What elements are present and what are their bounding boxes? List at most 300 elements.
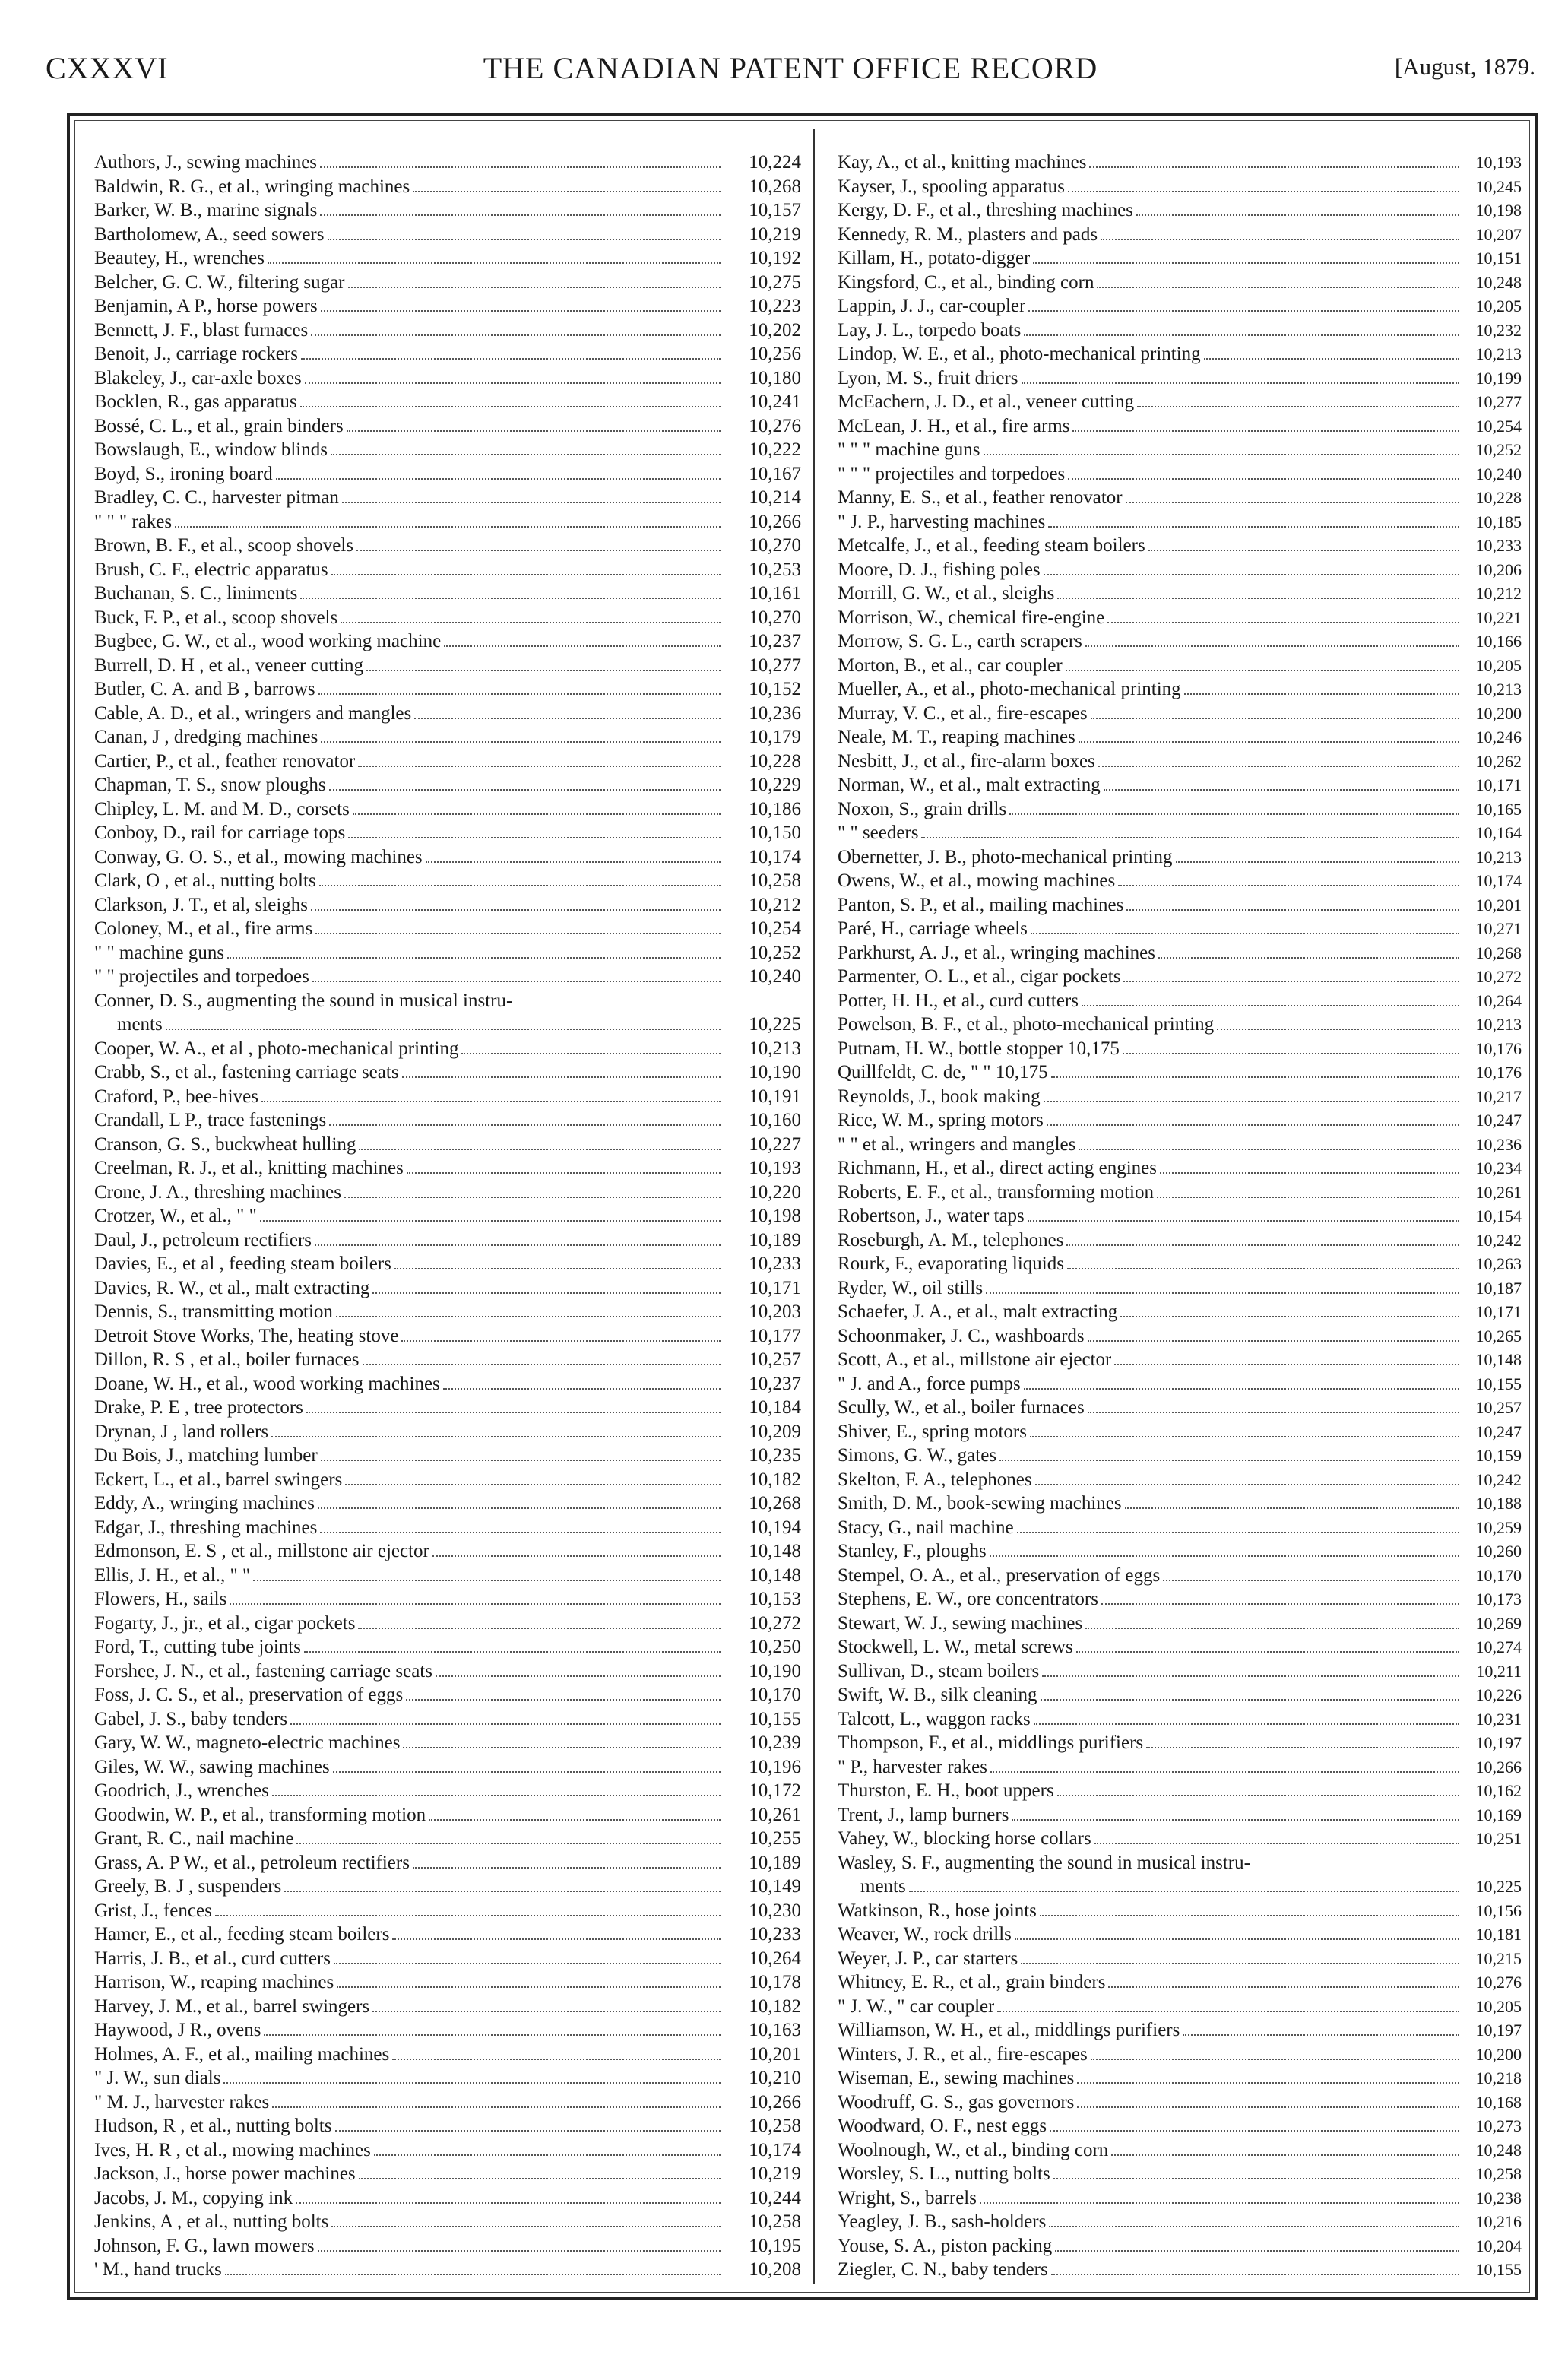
entry-name: Greely, B. J , suspenders bbox=[94, 1876, 282, 1897]
patent-number: 10,159 bbox=[1475, 1446, 1522, 1465]
index-entry bbox=[838, 1276, 1522, 1301]
index-entry bbox=[94, 1204, 801, 1228]
patent-number: 10,197 bbox=[1475, 2021, 1522, 2040]
entry-name: Owens, W., et al., mowing machines bbox=[838, 870, 1116, 891]
entry-name: Ford, T., cutting tube joints bbox=[94, 1637, 301, 1657]
entry-name: Lindop, W. E., et al., photo-mechanical printing bbox=[838, 344, 1201, 364]
dot-leader bbox=[1068, 478, 1459, 480]
entry-name: Reynolds, J., book making bbox=[838, 1086, 1041, 1107]
left-column bbox=[94, 151, 801, 2280]
dot-leader bbox=[304, 1651, 721, 1653]
entry-name: " " " machine guns bbox=[838, 439, 980, 460]
entry-name: Richmann, H., et al., direct acting engines bbox=[838, 1158, 1158, 1178]
patent-number: 10,211 bbox=[1476, 1661, 1522, 1681]
entry-name: " " " projectiles and torpedoes bbox=[838, 463, 1066, 484]
patent-number: 10,241 bbox=[749, 391, 801, 412]
dot-leader bbox=[1072, 430, 1459, 432]
dot-leader bbox=[301, 358, 721, 360]
entry-name: Johnson, F. G., lawn mowers bbox=[94, 2235, 315, 2256]
entry-name: Baldwin, R. G., et al., wringing machines bbox=[94, 176, 410, 197]
index-entry bbox=[838, 677, 1522, 702]
patent-number: 10,179 bbox=[749, 727, 801, 747]
index-entry bbox=[94, 1181, 801, 1205]
patent-number: 10,190 bbox=[749, 1660, 801, 1682]
entry-name: Schaefer, J. A., et al., malt extracting bbox=[838, 1301, 1118, 1322]
index-entry bbox=[94, 917, 801, 941]
index-entry bbox=[94, 2090, 801, 2115]
dot-leader bbox=[318, 693, 721, 695]
index-entry bbox=[838, 1444, 1522, 1468]
entry-name: Weaver, W., rock drills bbox=[838, 1924, 1012, 1945]
dot-leader bbox=[1184, 693, 1459, 695]
index-entry bbox=[94, 989, 801, 1013]
index-entry bbox=[838, 1013, 1522, 1037]
dot-leader bbox=[306, 1412, 721, 1413]
entry-name: Crandall, L P., trace fastenings bbox=[94, 1110, 327, 1130]
index-entry bbox=[838, 1995, 1522, 2019]
index-entry bbox=[838, 1612, 1522, 1636]
entry-name: Woodward, O. F., nest eggs bbox=[838, 2116, 1047, 2136]
index-entry bbox=[838, 2186, 1522, 2211]
patent-number: 10,239 bbox=[749, 1732, 801, 1753]
index-entry bbox=[94, 773, 801, 797]
patent-number: 10,252 bbox=[749, 942, 801, 963]
patent-number: 10,222 bbox=[749, 439, 801, 460]
entry-name: Wright, S., barrels bbox=[838, 2187, 977, 2208]
patent-number: 10,270 bbox=[749, 607, 801, 628]
index-entry bbox=[838, 223, 1522, 247]
entry-name: Cable, A. D., et al., wringers and mangles bbox=[94, 702, 412, 724]
dot-leader bbox=[1041, 1699, 1460, 1701]
dot-leader bbox=[331, 2226, 721, 2227]
dot-leader bbox=[1091, 2059, 1459, 2060]
entry-name: Hamer, E., et al., feeding steam boilers bbox=[94, 1924, 390, 1945]
patent-number: 10,171 bbox=[1475, 1302, 1522, 1321]
patent-number: 10,200 bbox=[1475, 2044, 1522, 2064]
dot-leader bbox=[1091, 718, 1459, 719]
entry-name: Rourk, F., evaporating liquids bbox=[838, 1254, 1064, 1274]
dot-leader bbox=[1079, 741, 1459, 743]
patent-number: 10,198 bbox=[1475, 201, 1522, 220]
index-entry bbox=[94, 702, 801, 726]
patent-number: 10,181 bbox=[1475, 1925, 1522, 1944]
entry-name: Rice, W. M., spring motors bbox=[838, 1110, 1044, 1130]
patent-number: 10,277 bbox=[749, 655, 801, 676]
dot-leader bbox=[403, 1747, 721, 1748]
index-entry bbox=[838, 2162, 1522, 2186]
patent-number: 10,242 bbox=[1475, 1230, 1522, 1250]
patent-number: 10,271 bbox=[1475, 919, 1522, 938]
dot-leader bbox=[1136, 214, 1459, 216]
dot-leader bbox=[264, 2034, 721, 2036]
patent-number: 10,201 bbox=[749, 2043, 801, 2065]
dot-leader bbox=[284, 1891, 721, 1892]
entry-name: Watkinson, R., hose joints bbox=[838, 1900, 1037, 1921]
entry-name: Creelman, R. J., et al., knitting machines bbox=[94, 1158, 404, 1178]
index-entry bbox=[94, 438, 801, 462]
patent-number: 10,150 bbox=[749, 823, 801, 843]
patent-number: 10,156 bbox=[1475, 1900, 1522, 1920]
entry-name: " J. W., sun dials bbox=[94, 2068, 221, 2088]
patent-number: 10,210 bbox=[749, 2068, 801, 2088]
patent-number: 10,232 bbox=[1475, 320, 1522, 340]
dot-leader bbox=[331, 454, 721, 455]
dot-leader bbox=[1126, 502, 1459, 503]
entry-name: Bennett, J. F., blast furnaces bbox=[94, 319, 309, 341]
entry-name: Bugbee, G. W., et al., wood working machine bbox=[94, 631, 442, 651]
index-entry bbox=[94, 486, 801, 510]
patent-number: 10,240 bbox=[749, 966, 801, 987]
entry-name: Winters, J. R., et al., fire-escapes bbox=[838, 2043, 1088, 2065]
index-entry bbox=[838, 2210, 1522, 2234]
patent-number: 10,273 bbox=[1475, 2116, 1522, 2135]
dot-leader bbox=[319, 885, 721, 886]
dot-leader bbox=[334, 1963, 721, 1964]
patent-number: 10,217 bbox=[1475, 1086, 1522, 1106]
entry-name: " J. W., " car coupler bbox=[838, 1995, 995, 2017]
page-header bbox=[46, 50, 1535, 96]
patent-number: 10,174 bbox=[749, 2139, 801, 2160]
column-divider bbox=[813, 129, 815, 2284]
dot-leader bbox=[1088, 1412, 1459, 1413]
patent-number: 10,261 bbox=[749, 1804, 801, 1825]
index-entry bbox=[94, 1420, 801, 1444]
entry-name: Flowers, H., sails bbox=[94, 1589, 227, 1609]
dot-leader bbox=[363, 1364, 721, 1365]
dot-leader bbox=[1077, 2106, 1459, 2108]
patent-number: 10,230 bbox=[749, 1900, 801, 1921]
dot-leader bbox=[909, 1891, 1459, 1892]
patent-number: 10,213 bbox=[1475, 1015, 1522, 1034]
patent-number: 10,225 bbox=[1475, 1877, 1522, 1896]
index-entry bbox=[838, 1827, 1522, 1851]
dot-leader bbox=[1107, 622, 1459, 623]
dot-leader bbox=[305, 382, 721, 384]
dot-leader bbox=[1088, 1340, 1459, 1342]
index-entry bbox=[838, 151, 1522, 175]
patent-number: 10,234 bbox=[1475, 1159, 1522, 1178]
dot-leader bbox=[1035, 1484, 1459, 1485]
dot-leader bbox=[444, 645, 721, 647]
dot-leader bbox=[1028, 310, 1459, 312]
dot-leader bbox=[1123, 981, 1459, 982]
dot-leader bbox=[333, 1771, 721, 1773]
index-entry bbox=[838, 1851, 1522, 1875]
dot-leader bbox=[223, 2082, 721, 2084]
patent-number: 10,266 bbox=[1475, 1757, 1522, 1777]
patent-number: 10,196 bbox=[749, 1756, 801, 1777]
entry-name: Dennis, S., transmitting motion bbox=[94, 1301, 333, 1322]
patent-number: 10,227 bbox=[749, 1133, 801, 1155]
dot-leader bbox=[1066, 670, 1459, 671]
patent-number: 10,276 bbox=[749, 415, 801, 436]
patent-number: 10,195 bbox=[749, 2235, 801, 2256]
patent-number: 10,251 bbox=[1475, 1829, 1522, 1848]
entry-name: Stanley, F., ploughs bbox=[838, 1541, 987, 1561]
index-entry bbox=[838, 1228, 1522, 1253]
index-entry bbox=[94, 1085, 801, 1109]
dot-leader bbox=[166, 1029, 721, 1030]
dot-leader bbox=[1101, 239, 1459, 240]
patent-number: 10,246 bbox=[1475, 727, 1522, 746]
patent-number: 10,247 bbox=[1475, 1422, 1522, 1441]
patent-number: 10,213 bbox=[749, 1038, 801, 1059]
dot-leader bbox=[1034, 1723, 1459, 1725]
entry-name: Hudson, R , et al., nutting bolts bbox=[94, 2116, 332, 2136]
entry-name: Morrill, G. W., et al., sleighs bbox=[838, 583, 1055, 604]
entry-name: Boyd, S., ironing board bbox=[94, 463, 273, 484]
index-entry bbox=[838, 1252, 1522, 1276]
dot-leader bbox=[1077, 2082, 1459, 2084]
dot-leader bbox=[359, 2178, 721, 2179]
entry-name: Sullivan, D., steam boilers bbox=[838, 1660, 1040, 1682]
index-entry bbox=[94, 390, 801, 414]
dot-leader bbox=[320, 214, 721, 216]
index-entry bbox=[838, 941, 1522, 965]
dot-leader bbox=[980, 2202, 1459, 2204]
entry-name: Parmenter, O. L., et al., cigar pockets bbox=[838, 966, 1121, 987]
dot-leader bbox=[1051, 1076, 1459, 1078]
dot-leader bbox=[1148, 550, 1459, 551]
index-entry bbox=[838, 1659, 1522, 1684]
dot-leader bbox=[315, 1244, 721, 1246]
index-entry bbox=[94, 534, 801, 558]
dot-leader bbox=[175, 526, 721, 528]
dot-leader bbox=[366, 670, 721, 671]
entry-name: " J. and A., force pumps bbox=[838, 1373, 1021, 1394]
patent-number: 10,240 bbox=[1475, 464, 1522, 483]
dot-leader bbox=[984, 454, 1459, 455]
entry-name: Bocklen, R., gas apparatus bbox=[94, 391, 297, 412]
index-entry bbox=[838, 1970, 1522, 1995]
patent-number: 10,174 bbox=[749, 846, 801, 867]
entry-name: Cooper, W. A., et al , photo-mechanical printing bbox=[94, 1038, 459, 1059]
index-entry bbox=[838, 534, 1522, 558]
entry-name: Thurston, E. H., boot uppers bbox=[838, 1780, 1054, 1801]
entry-name: Drake, P. E , tree protectors bbox=[94, 1397, 303, 1418]
dot-leader bbox=[318, 2250, 721, 2252]
patent-number: 10,176 bbox=[1475, 1063, 1522, 1082]
index-entry bbox=[94, 414, 801, 439]
index-entry bbox=[94, 1133, 801, 1157]
patent-number: 10,258 bbox=[749, 2211, 801, 2232]
dot-leader bbox=[272, 1795, 721, 1796]
patent-number: 10,184 bbox=[749, 1397, 801, 1418]
index-entry bbox=[838, 438, 1522, 462]
dot-leader bbox=[1067, 1268, 1459, 1269]
dot-leader bbox=[359, 1149, 721, 1150]
dot-leader bbox=[320, 166, 721, 168]
entry-name: Bossé, C. L., et al., grain binders bbox=[94, 415, 344, 436]
dot-leader bbox=[300, 598, 721, 599]
dot-leader bbox=[394, 1268, 721, 1269]
entry-name: Harrison, W., reaping machines bbox=[94, 1972, 334, 1992]
patent-number: 10,154 bbox=[1475, 1206, 1522, 1225]
patent-number: 10,157 bbox=[749, 200, 801, 220]
entry-name: Lay, J. L., torpedo boats bbox=[838, 319, 1022, 341]
index-entry bbox=[94, 2258, 801, 2282]
index-entry bbox=[94, 1491, 801, 1516]
index-entry bbox=[94, 175, 801, 199]
dot-leader bbox=[921, 837, 1459, 838]
entry-name: Yeagley, J. B., sash-holders bbox=[838, 2211, 1047, 2232]
dot-leader bbox=[1040, 1915, 1459, 1916]
patent-number: 10,162 bbox=[1475, 1781, 1522, 1800]
entry-name: Cartier, P., et al., feather renovator bbox=[94, 750, 356, 772]
index-entry bbox=[838, 1156, 1522, 1181]
patent-number: 10,245 bbox=[1475, 176, 1522, 196]
dot-leader bbox=[1125, 1507, 1459, 1509]
patent-number: 10,228 bbox=[749, 750, 801, 772]
patent-number: 10,170 bbox=[749, 1685, 801, 1705]
index-entry bbox=[94, 1947, 801, 1971]
index-entry bbox=[838, 1731, 1522, 1755]
dot-leader bbox=[1031, 933, 1459, 934]
dot-leader bbox=[290, 1723, 721, 1725]
dot-leader bbox=[1033, 262, 1459, 264]
index-entry bbox=[838, 869, 1522, 893]
entry-name: Dillon, R. S , et al., boiler furnaces bbox=[94, 1349, 360, 1370]
dot-leader bbox=[356, 550, 721, 551]
entry-name: Norman, W., et al., malt extracting bbox=[838, 775, 1101, 795]
patent-number: 10,148 bbox=[1475, 1350, 1522, 1369]
entry-name: " P., harvester rakes bbox=[838, 1756, 987, 1777]
patent-number: 10,160 bbox=[749, 1110, 801, 1130]
entry-name: Kay, A., et al., knitting machines bbox=[838, 152, 1087, 173]
patent-number: 10,205 bbox=[1475, 655, 1522, 675]
patent-number: 10,199 bbox=[1475, 368, 1522, 388]
patent-number: 10,202 bbox=[749, 319, 801, 341]
index-entry bbox=[94, 462, 801, 487]
entry-name: Kergy, D. F., et al., threshing machines bbox=[838, 200, 1133, 220]
dot-leader bbox=[1048, 526, 1459, 528]
index-entry bbox=[94, 893, 801, 918]
entry-name: Forshee, J. N., et al., fastening carriage seats bbox=[94, 1660, 432, 1682]
patent-number: 10,203 bbox=[749, 1301, 801, 1322]
entry-name: Kayser, J., spooling apparatus bbox=[838, 176, 1065, 197]
index-entry bbox=[838, 1468, 1522, 1492]
index-entry bbox=[94, 941, 801, 965]
index-entry bbox=[838, 1875, 1522, 1899]
index-entry bbox=[838, 1564, 1522, 1588]
dot-leader bbox=[1114, 1364, 1459, 1365]
patent-number: 10,165 bbox=[1475, 799, 1522, 819]
dot-leader bbox=[321, 741, 721, 743]
dot-leader bbox=[261, 1101, 721, 1102]
dot-leader bbox=[1111, 2154, 1459, 2156]
patent-number: 10,228 bbox=[1475, 488, 1522, 507]
entry-name: Eddy, A., wringing machines bbox=[94, 1493, 315, 1514]
patent-number: 10,266 bbox=[749, 2091, 801, 2113]
entry-name: Burrell, D. H , et al., veneer cutting bbox=[94, 655, 364, 676]
index-entry bbox=[94, 1970, 801, 1995]
index-entry bbox=[838, 2258, 1522, 2282]
index-entry bbox=[838, 462, 1522, 487]
patent-number: 10,221 bbox=[1475, 607, 1522, 627]
dot-leader bbox=[1101, 1603, 1459, 1605]
patent-number: 10,204 bbox=[1475, 2236, 1522, 2255]
dot-leader bbox=[321, 310, 721, 312]
index-entry bbox=[838, 2138, 1522, 2163]
dot-leader bbox=[1024, 1388, 1459, 1390]
patent-number: 10,236 bbox=[749, 702, 801, 724]
patent-number: 10,174 bbox=[1475, 871, 1522, 890]
dot-leader bbox=[331, 574, 721, 575]
index-entry bbox=[838, 821, 1522, 845]
entry-name: Fogarty, J., jr., et al., cigar pockets bbox=[94, 1612, 356, 1634]
patent-number: 10,242 bbox=[1475, 1469, 1522, 1489]
entry-name: Clark, O , et al., nutting bolts bbox=[94, 870, 316, 891]
patent-number: 10,182 bbox=[749, 1469, 801, 1490]
index-entry bbox=[838, 510, 1522, 534]
entry-name: Gary, W. W., magneto-electric machines bbox=[94, 1732, 401, 1753]
patent-number: 10,254 bbox=[749, 918, 801, 939]
dot-leader bbox=[328, 239, 721, 240]
index-entry bbox=[838, 773, 1522, 797]
entry-name: Kingsford, C., et al., binding corn bbox=[838, 271, 1094, 293]
patent-number: 10,176 bbox=[1475, 1038, 1522, 1058]
patent-number: 10,262 bbox=[1475, 751, 1522, 771]
patent-number: 10,256 bbox=[749, 344, 801, 364]
dot-leader bbox=[401, 1340, 721, 1342]
index-entry bbox=[94, 1587, 801, 1612]
patent-number: 10,212 bbox=[1475, 584, 1522, 603]
entry-name: Moore, D. J., fishing poles bbox=[838, 559, 1041, 580]
dot-leader bbox=[268, 262, 721, 264]
index-entry bbox=[94, 294, 801, 319]
dot-leader bbox=[227, 957, 721, 959]
entry-name: Neale, M. T., reaping machines bbox=[838, 727, 1075, 747]
dot-leader bbox=[344, 1197, 721, 1198]
index-entry bbox=[838, 2114, 1522, 2138]
index-entry bbox=[838, 2018, 1522, 2043]
patent-number: 10,231 bbox=[1475, 1709, 1522, 1729]
patent-number: 10,167 bbox=[749, 463, 801, 484]
entry-name: Trent, J., lamp burners bbox=[838, 1804, 1009, 1825]
dot-leader bbox=[348, 837, 721, 838]
entry-name: Putnam, H. W., bottle stopper 10,175 bbox=[838, 1038, 1120, 1059]
entry-name: Manny, E. S., et al., feather renovator bbox=[838, 487, 1123, 508]
patent-number: 10,173 bbox=[1475, 1590, 1522, 1609]
index-entry bbox=[838, 246, 1522, 271]
index-entry bbox=[838, 965, 1522, 989]
index-entry bbox=[838, 1060, 1522, 1085]
index-entry bbox=[838, 1300, 1522, 1324]
index-entry bbox=[838, 558, 1522, 582]
entry-name: Williamson, W. H., et al., middlings purifiers bbox=[838, 2020, 1180, 2040]
entry-name: McEachern, J. D., et al., veneer cutting bbox=[838, 391, 1135, 412]
index-entry bbox=[94, 510, 801, 534]
index-entry bbox=[94, 2018, 801, 2043]
index-entry bbox=[838, 1922, 1522, 1947]
patent-number: 10,171 bbox=[749, 1277, 801, 1298]
index-entry bbox=[838, 1587, 1522, 1612]
dot-leader bbox=[1050, 2130, 1459, 2132]
index-entry bbox=[838, 1755, 1522, 1780]
patent-number: 10,233 bbox=[749, 1254, 801, 1274]
index-entry bbox=[838, 629, 1522, 654]
index-entry bbox=[94, 271, 801, 295]
entry-name: Blakeley, J., car-axle boxes bbox=[94, 367, 302, 388]
index-entry bbox=[838, 1947, 1522, 1971]
index-entry bbox=[94, 1564, 801, 1588]
dot-leader bbox=[1097, 287, 1459, 288]
index-entry bbox=[94, 366, 801, 391]
entry-name: Murray, V. C., et al., fire-escapes bbox=[838, 702, 1088, 724]
index-entry bbox=[94, 223, 801, 247]
entry-name: Benoit, J., carriage rockers bbox=[94, 344, 298, 364]
dot-leader bbox=[392, 1938, 721, 1940]
